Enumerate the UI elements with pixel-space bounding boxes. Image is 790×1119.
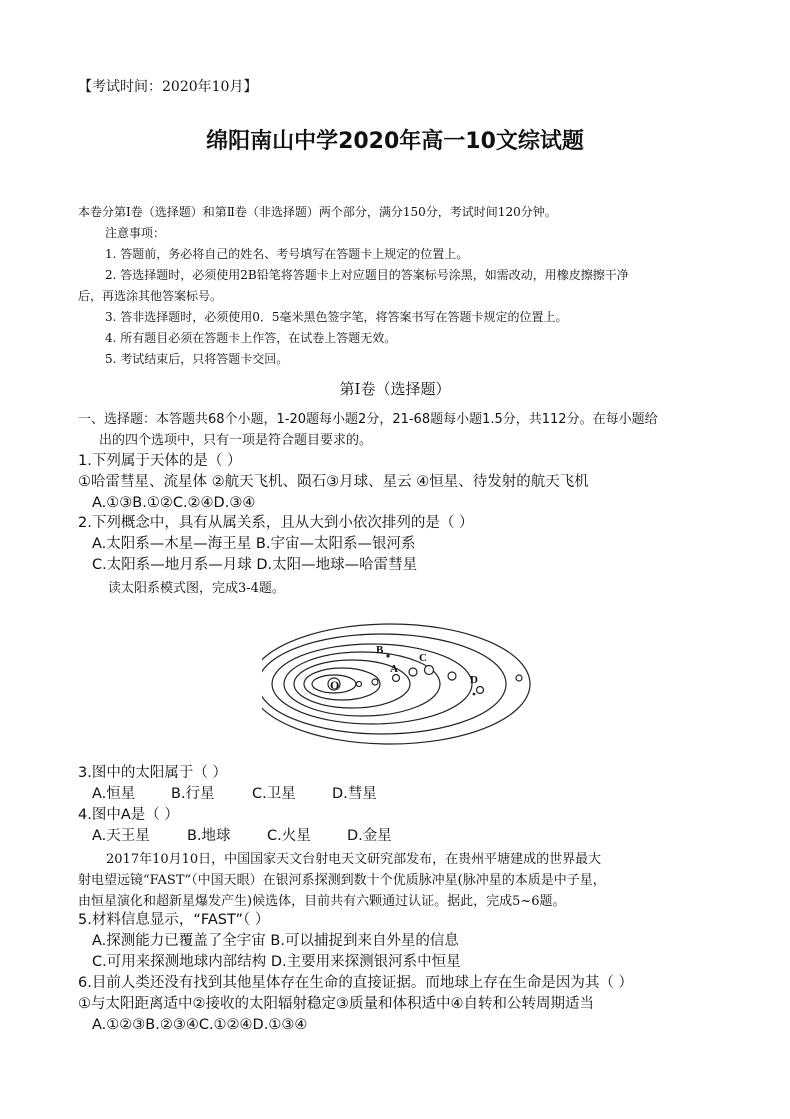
sun-label: O — [330, 678, 340, 692]
question-option: A.天王星 — [92, 828, 150, 844]
question-option: A.恒星 — [92, 786, 136, 802]
instruction-item: 5. 考试结束后，只将答题卡交回。 — [105, 352, 289, 366]
planet — [372, 679, 378, 685]
question-stem: 1.下列属于天体的是（ ） — [78, 453, 242, 469]
label-d: D — [470, 674, 478, 686]
instruction-item: 2. 答选择题时，必须使用2B铅笔将答题卡上对应题目的答案标号涂黑，如需改动，用橡皮擦擦干净 — [105, 268, 629, 282]
notice-title: 注意事项： — [105, 226, 166, 240]
question-option: D.金星 — [347, 828, 392, 844]
question-stem: 5.材料信息显示，“FAST”（ ） — [78, 912, 270, 928]
instruction-item: 3. 答非选择题时，必须使用0．5毫米黑色签字笔，将答案书写在答题卡规定的位置上。 — [105, 310, 568, 324]
point-b — [386, 654, 389, 657]
orbit — [272, 644, 472, 724]
label-a: A — [390, 663, 398, 675]
question-options: C.可用来探测地球内部结构 D.主要用来探测银河系中恒星 — [92, 954, 461, 970]
label-c: C — [419, 652, 427, 664]
part-intro: 出的四个选项中，只有一项是符合题目要求的。 — [99, 433, 373, 448]
question-stem: 6.目前人类还没有找到其他星体存在生命的直接证据。而地球上存在生命是因为其（ ） — [78, 975, 633, 991]
planet-a — [393, 675, 400, 682]
passage-line: 2017年10月10日，中国国家天文台射电天文研究部发布，在贵州平塘建成的世界最大 — [106, 852, 602, 867]
instruction-item: 1. 答题前，务必将自己的姓名、考号填写在答题卡上规定的位置上。 — [105, 247, 469, 261]
instructions-lead: 本卷分第Ⅰ卷（选择题）和第Ⅱ卷（非选择题）两个部分，满分150分，考试时间120分钟。 — [78, 205, 557, 219]
question-options: A.太阳系—木星—海王星 B.宇宙—太阳系—银河系 — [92, 536, 416, 552]
planet — [357, 682, 362, 687]
question-options: C.太阳系—地月系—月球 D.太阳—地球—哈雷彗星 — [92, 557, 418, 573]
planet — [477, 687, 484, 694]
planet — [409, 668, 417, 676]
question-options: A.①②③B.②③④C.①②④D.①③④ — [92, 1017, 308, 1033]
question-option: D.彗星 — [332, 786, 377, 802]
question-option: C.火星 — [267, 828, 311, 844]
page-title: 绵阳南山中学2020年高一10文综试题 — [206, 129, 584, 154]
exam-time: 【考试时间：2020年10月】 — [78, 79, 258, 95]
question-items: ①与太阳距离适中②接收的太阳辐射稳定③质量和体积适中④自转和公转周期适当 — [78, 996, 594, 1012]
question-stem: 3.图中的太阳属于（ ） — [78, 765, 227, 781]
question-option: B.行星 — [171, 786, 215, 802]
question-options: A.①③B.①②C.②④D.③④ — [92, 495, 256, 511]
section-title: 第Ⅰ卷（选择题） — [339, 380, 451, 398]
figure-caption: 读太阳系模式图，完成3-4题。 — [108, 581, 285, 596]
label-b: B — [376, 644, 384, 656]
orbit — [304, 668, 380, 700]
question-option: C.卫星 — [252, 786, 296, 802]
question-stem: 4.图中A是（ ） — [78, 807, 179, 823]
passage-line: 由恒星演化和超新星爆发产生)候选体，目前共有六颗通过认证。据此，完成5~6题。 — [78, 894, 566, 909]
solar-system-diagram — [262, 606, 532, 756]
planet — [516, 675, 522, 681]
instruction-item: 后，再选涂其他答案标号。 — [78, 289, 223, 303]
instruction-item: 4. 所有题目必须在答题卡上作答，在试卷上答题无效。 — [105, 331, 397, 345]
planet-c — [425, 666, 434, 675]
point-d — [473, 693, 476, 696]
question-option: B.地球 — [187, 828, 231, 844]
question-options: A.探测能力已覆盖了全宇宙 B.可以捕捉到来自外星的信息 — [92, 933, 459, 949]
question-items: ①哈雷彗星、流星体 ②航天飞机、陨石③月球、星云 ④恒星、待发射的航天飞机 — [78, 474, 589, 490]
part-intro: 一、选择题：本答题共68个小题，1-20题每小题2分，21-68题每小题1.5分，共112分。在每小题给 — [78, 412, 658, 427]
orbit — [262, 624, 530, 744]
question-stem: 2.下列概念中，具有从属关系，且从大到小依次排列的是（ ） — [78, 515, 474, 531]
passage-line: 射电望远镜“FAST”（中国天眼）在银河系探测到数十个优质脉冲星(脉冲星的本质是中子星， — [78, 873, 606, 888]
planet — [448, 672, 456, 680]
